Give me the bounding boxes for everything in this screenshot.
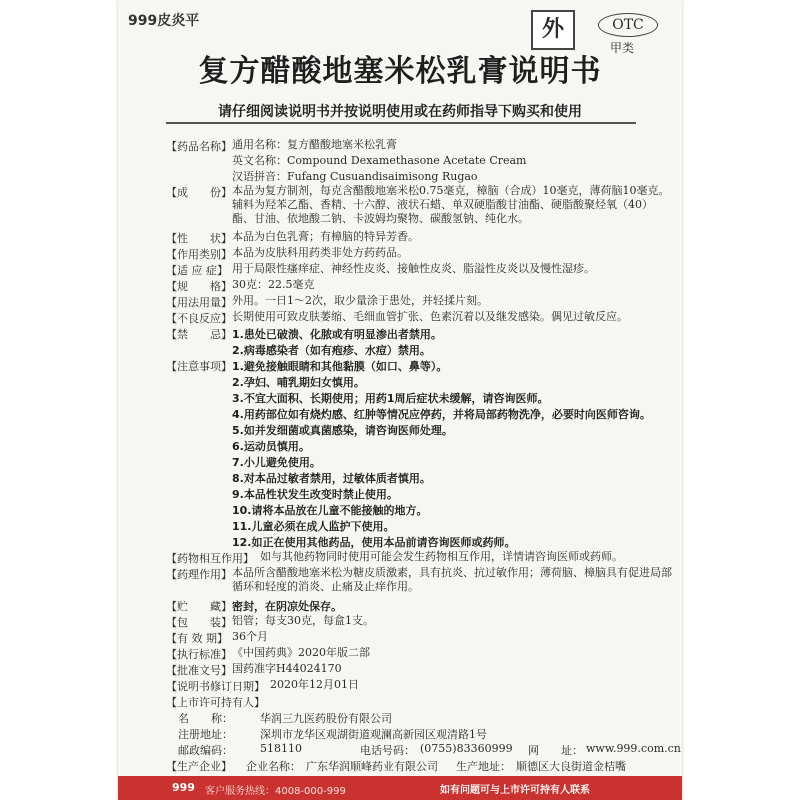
header-divider [166,122,636,124]
precaution-item: 6.运动员慎用。 [232,440,310,453]
validity-text: 36个月 [232,630,268,643]
precaution-item: 3.不宜大面积、长期使用；用药1周后症状未缓解，请咨询医师。 [232,392,549,405]
precaution-item: 8.对本品过敏者禁用，过敏体质者慎用。 [232,472,431,485]
pinyin-name: 汉语拼音：Fufang Cusuandisaimisong Rugao [232,170,478,183]
footer-bar [118,776,682,800]
precaution-item: 4.用药部位如有烧灼感、红肿等情况应停药，并将局部药物洗净，必要时向医师咨询。 [232,408,651,421]
dosage-label: 【用法用量】 [166,296,232,309]
usage-warning: 请仔细阅读说明书并按说明使用或在药师指导下购买和使用 [218,104,582,120]
ingredients-text: 本品为复方制剂，每克含醋酸地塞米松0.75毫克，樟脑（合成）10毫克，薄荷脑10毫克。辅料为羟苯乙酯、香精、十六醇、液状石蜡、单双硬脂酸甘油酯、硬脂酸聚烃氧（40）酯、甘油、依地酸二钠、卡波姆均聚物、碳酸氢钠、纯化水。 [232,184,670,225]
standard-label: 【执行标准】 [166,648,232,661]
indications-label: 【适 应 症】 [166,264,228,277]
precaution-item: 7.小儿避免使用。 [232,456,321,469]
holder-value: 518110 [260,742,302,755]
ingredients-label: 【成 份】 [166,186,232,199]
manufacturer-key: 生产地址： [456,760,511,773]
english-name: 英文名称：Compound Dexamethasone Acetate Cream [232,154,527,167]
revision-text: 2020年12月01日 [270,678,359,691]
appearance-text: 本品为白色乳膏；有樟脑的特异芳香。 [232,230,419,243]
holder-key: 注册地址： [178,728,233,741]
holder-key: 网 址： [528,744,583,757]
storage-label: 【贮 藏】 [166,600,232,613]
precaution-item: 1.避免接触眼睛和其他黏膜（如口、鼻等）。 [232,360,448,373]
precaution-item: 10.请将本品放在儿童不能接触的地方。 [232,504,428,517]
holder-key: 电话号码： [360,744,415,757]
manufacturer-value: 广东华润顺峰药业有限公司 [306,760,438,773]
specification-text: 30克：22.5毫克 [232,278,315,291]
approval-label: 【批准文号】 [166,664,232,677]
precaution-item: 11.儿童必须在成人监护下使用。 [232,520,395,533]
external-use-mark: 外 [531,10,575,50]
otc-badge: OTC [598,13,658,37]
storage-text: 密封，在阴凉处保存。 [232,600,342,613]
specification-label: 【规 格】 [166,280,232,293]
brand-logo: 999皮炎平 [128,13,200,29]
holder-key: 名 称： [178,712,233,725]
manufacturer-label: 【生产企业】 [166,760,232,773]
holder-value: www.999.com.cn [586,742,681,755]
package-label: 【包 装】 [166,616,232,629]
precaution-item: 12.如正在使用其他药品，使用本品前请咨询医师或药师。 [232,536,516,549]
holder-label: 【上市许可持有人】 [166,696,265,709]
otc-class-label: 甲类 [610,41,635,55]
precautions-label: 【注意事项】 [166,360,232,373]
contraindication-item: 1.患处已破溃、化脓或有明显渗出者禁用。 [232,328,442,341]
holder-value: (0755)83360999 [420,742,513,755]
adverse-reactions-text: 长期使用可致皮肤萎缩、毛细血管扩张、色素沉着以及继发感染。偶见过敏反应。 [232,310,628,323]
revision-label: 【说明书修订日期】 [166,680,265,693]
precaution-item: 2.孕妇、哺乳期妇女慎用。 [232,376,365,389]
standard-text: 《中国药典》2020年版二部 [232,646,370,659]
interactions-label: 【药物相互作用】 [166,552,254,565]
precaution-item: 9.本品性状发生改变时禁止使用。 [232,488,398,501]
drug-name-label: 【药品名称】 [166,140,232,153]
interactions-text: 如与其他药物同时使用可能会发生药物相互作用，详情请咨询医师或药师。 [260,550,623,563]
category-text: 本品为皮肤科用药类非处方药药品。 [232,246,408,259]
contraindication-item: 2.病毒感染者（如有疱疹、水痘）禁用。 [232,344,431,357]
category-label: 【作用类别】 [166,248,232,261]
hotline-text: 客户服务热线：4008-000-999 [205,786,346,797]
pharmacology-label: 【药理作用】 [166,568,232,581]
contraindications-label: 【禁 忌】 [166,328,232,341]
holder-key: 邮政编码： [178,744,233,757]
dosage-text: 外用。一日1～2次，取少量涂于患处，并轻揉片刻。 [232,294,488,307]
manufacturer-value: 顺德区大良街道金桔嘴 [516,760,626,773]
appearance-label: 【性 状】 [166,232,232,245]
pharmacology-text: 本品所含醋酸地塞米松为糖皮质激素，具有抗炎、抗过敏作用；薄荷脑、樟脑具有促进局部循环和轻度的消炎、止痛及止痒作用。 [232,566,672,593]
holder-value: 深圳市龙华区观湖街道观澜高新园区观清路1号 [260,728,487,741]
adverse-reactions-label: 【不良反应】 [166,312,232,325]
document-title: 复方醋酸地塞米松乳膏说明书 [198,54,602,89]
generic-name: 通用名称：复方醋酸地塞米松乳膏 [232,138,397,151]
holder-value: 华润三九医药股份有限公司 [260,712,392,725]
precaution-item: 5.如并发细菌或真菌感染，请咨询医师处理。 [232,424,453,437]
validity-label: 【有 效 期】 [166,632,228,645]
indications-text: 用于局限性瘙痒症、神经性皮炎、接触性皮炎、脂溢性皮炎以及慢性湿疹。 [232,262,595,275]
package-text: 铝管；每支30克，每盒1支。 [232,614,374,627]
approval-text: 国药准字H44024170 [232,662,342,675]
contact-note: 如有问题可与上市许可持有人联系 [440,785,590,796]
footer-brand: 999 [172,781,195,794]
manufacturer-key: 企业名称： [246,760,301,773]
